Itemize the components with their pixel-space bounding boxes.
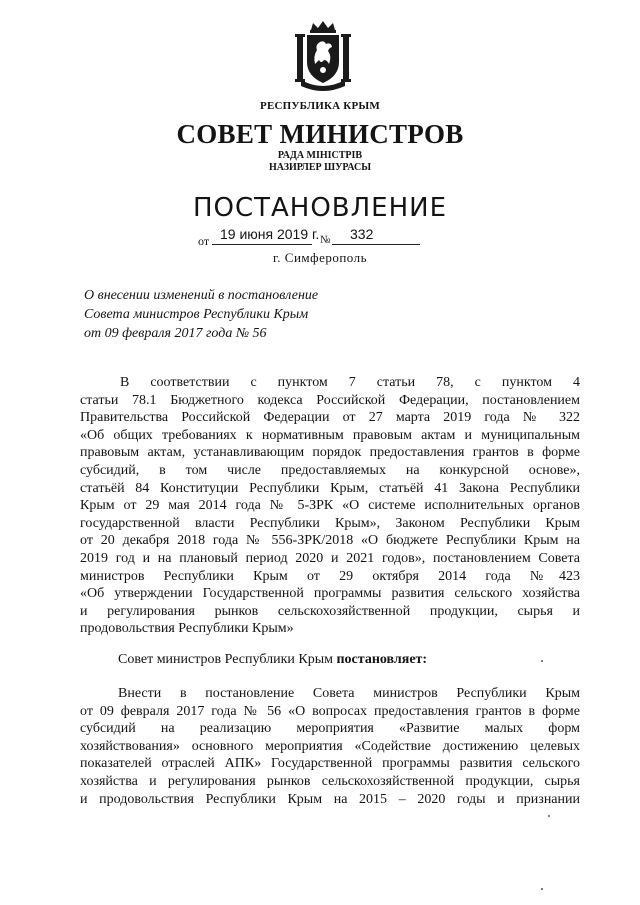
document-subject (84, 286, 318, 343)
text-line: субсидий на реализацию мероприятия «Развитие малых форм (80, 721, 580, 737)
document-date: 19 июня 2019 г. (220, 226, 320, 242)
text-line: Внести в постановление Совета министров Республики Крым (118, 686, 580, 701)
scan-speck (541, 660, 543, 662)
resolves-paragraph (118, 652, 427, 668)
text-line: государственной власти Республики Крым», Законом Республики Крым (80, 515, 580, 531)
text-line: «Об общих требованиях к нормативным правовым актам и муниципальным (80, 427, 580, 443)
text-line: «Об утверждении Государственной программы развития сельского хозяйства (80, 586, 580, 602)
text-line: от 20 декабря 2018 года № 556-ЗРК/2018 «О бюджете Республики Крым на (80, 533, 580, 549)
preamble-paragraph (80, 374, 580, 638)
text-line: и регулирования рынков сельскохозяйственной продукции, сырья и (80, 603, 580, 619)
text-line: министров Республики Крым от 29 октября 2014 года №423 (80, 568, 580, 584)
text-line: 2019 год и на плановый период 2020 и 2021 годов», постановлением Совета (80, 550, 580, 566)
document-type-title: ПОСТАНОВЛЕНИЕ (192, 193, 448, 223)
amendment-paragraph (80, 685, 580, 808)
city-name: г. Симферополь (272, 250, 368, 265)
text-line: продовольствия Республики Крым» (80, 621, 294, 637)
text-line: хозяйства и регулирования рынков сельскохозяйственной продукции, сырья (80, 773, 580, 789)
text-line: статьи 78.1 Бюджетного кодекса Российской Федерации, постановлением (80, 392, 580, 408)
number-label: № (320, 234, 331, 246)
text-line: показателей отраслей АПК» Государственной программы развития сельского (80, 756, 580, 772)
council-title: СОВЕТ МИНИСТРОВ (176, 119, 464, 149)
text-line: правовым актам, устанавливающим порядок предоставления грантов в форме (80, 445, 580, 461)
text-line: хозяйствования» основного мероприятия «Содействие достижению целевых (80, 738, 580, 754)
text-line: и продовольствия Республики Крым на 2015 – 2020 годы и признании (80, 791, 580, 807)
subject-line: от 09 февраля 2017 года № 56 (84, 326, 267, 341)
republic-name: РЕСПУБЛИКА КРЫМ (260, 100, 380, 112)
document-number: 332 (350, 226, 374, 242)
coat-of-arms-emblem (293, 20, 353, 92)
number-underline (332, 244, 420, 245)
scan-speck (541, 888, 543, 890)
scan-speck (548, 815, 550, 817)
text-line: статьёй 84 Конституции Республики Крым, статьёй 41 Закона Республики (80, 480, 580, 496)
council-title-crimean-tatar: НАЗИРЛЕР ШУРАСЫ (268, 162, 372, 173)
resolves-text: Совет министров Республики Крым (118, 652, 337, 667)
text-line: Крым от 29 мая 2014 года № 5-ЗРК «О системе исполнительных органов (80, 498, 580, 514)
date-number-line (198, 226, 438, 246)
text-line: субсидий, в том числе предоставляемых на конкурсной основе», (80, 462, 580, 478)
subject-line: О внесении изменений в постановление (84, 288, 319, 303)
date-underline (212, 244, 312, 245)
from-label: от (198, 234, 210, 248)
text-line: от 09 февраля 2017 года № 56 «О вопросах предоставления грантов в форме (80, 703, 580, 719)
council-title-ukrainian: РАДА МІНІСТРІВ (277, 150, 363, 161)
subject-line: Совета министров Республики Крым (84, 307, 309, 322)
resolves-verb: постановляет: (336, 652, 428, 667)
text-line: Правительства Российской Федерации от 27 марта 2019 года № 322 (80, 410, 580, 426)
text-line: В соответствии с пунктом 7 статьи 78, с пунктом 4 (120, 375, 580, 390)
